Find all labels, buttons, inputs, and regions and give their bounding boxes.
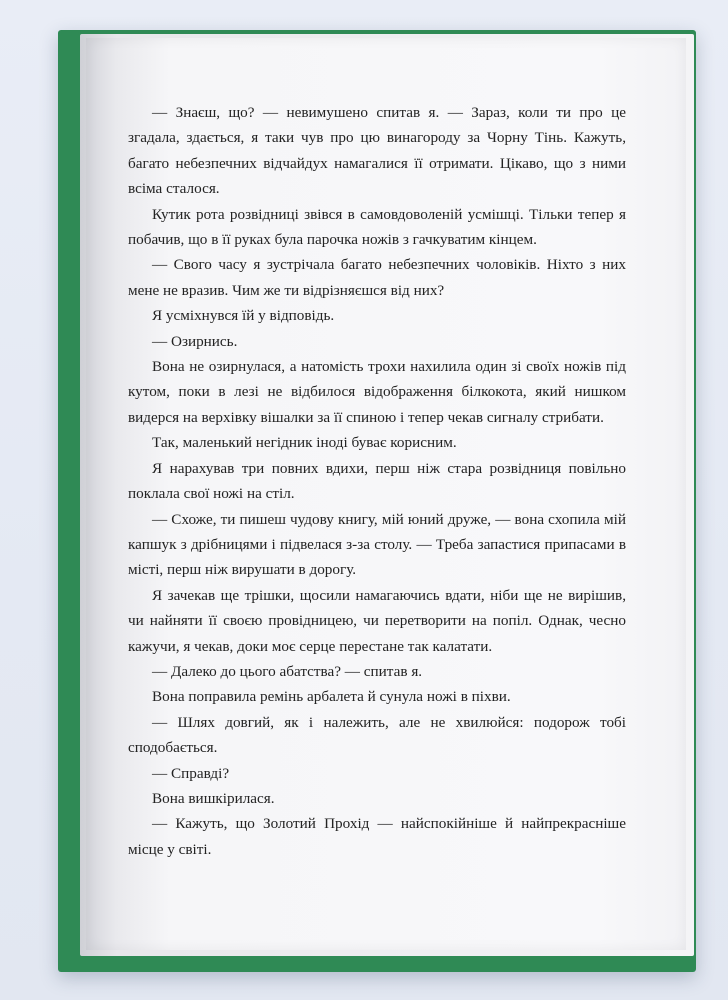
- paragraph: Вона вишкірилася.: [152, 789, 275, 807]
- paragraph: Так, маленький негідник іноді буває корисним.: [152, 434, 457, 452]
- paragraph: Кутик рота розвідниці звівся в самовдоволеній усмішці. Тільки тепер я побачив, що в її руках була парочка ножів з гачкуватим кінцем.: [128, 205, 626, 249]
- paragraph: — Схоже, ти пишеш чудову книгу, мій юний друже, — вона схопила мій капшук з дрібницями і підвелася з-за столу. — Треба запастися припасами в місті, перш ніж вирушати в дорогу.: [128, 510, 626, 579]
- paragraph: — Шлях довгий, як і належить, але не хвилюйся: подорож тобі сподобається.: [128, 713, 626, 757]
- paragraph: — Справді?: [152, 764, 230, 782]
- paragraph: Я усміхнувся їй у відповідь.: [152, 307, 335, 325]
- paragraph: Я нарахував три повних вдихи, перш ніж стара розвідниця повільно поклала свої ножі на стіл.: [128, 459, 626, 503]
- paragraph: Вона не озирнулася, а натомість трохи нахилила один зі своїх ножів під кутом, поки в лезі не відбилося відображення білкокота, який нишком видерся на верхівку вішалки за її спиною і тепер чекав сигналу стрибати.: [128, 358, 626, 426]
- paragraph: — Озирнись.: [152, 332, 238, 350]
- paragraph: — Знаєш, що? — невимушено спитав я. — Зараз, коли ти про це згадала, здається, я таки чув про цю винагороду за Чорну Тінь. Кажуть, багато небезпечних відчайдух намагалися її отримати. Цікаво, що з ними всіма сталося.: [128, 104, 626, 198]
- paragraph: — Кажуть, що Золотий Прохід — найспокійніше й найпрекрасніше місце у світі.: [128, 815, 626, 858]
- paragraph: — Далеко до цього абатства? — спитав я.: [152, 662, 423, 680]
- paragraph: Вона поправила ремінь арбалета й сунула ножі в піхви.: [152, 688, 511, 706]
- page-text: [128, 100, 626, 862]
- paragraph: Я зачекав ще трішки, щосили намагаючись вдати, ніби ще не вирішив, чи найняти її своєю провідницею, чи перетворити на попіл. Однак, чесно кажучи, я чекав, доки моє серце перестане так калатати.: [128, 586, 626, 655]
- paragraph: — Свого часу я зустрічала багато небезпечних чоловіків. Ніхто з них мене не вразив. Чим же ти відрізняєшся від них?: [128, 256, 626, 299]
